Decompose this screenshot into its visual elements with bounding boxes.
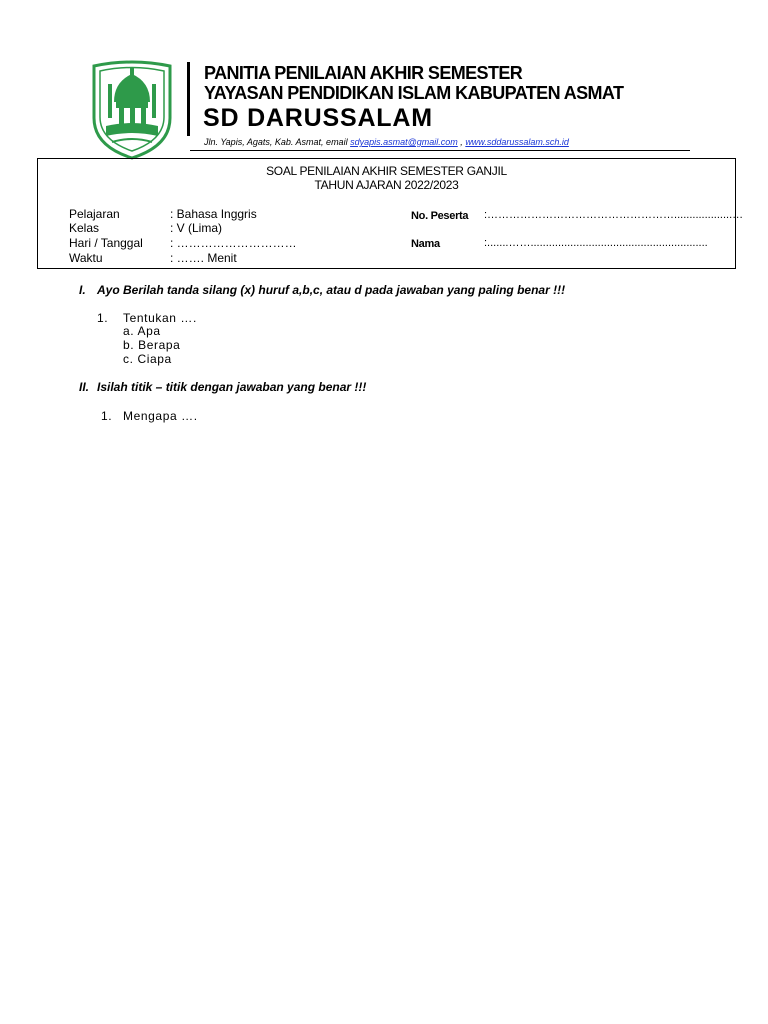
website-link[interactable]: www.sddarussalam.sch.id (465, 137, 569, 147)
peserta-value: :……………………………………………...................… (484, 209, 744, 221)
answer-option-a: a. Apa (123, 324, 161, 338)
nama-value: :.......…….......................................................... (484, 237, 708, 249)
exam-info-box (37, 158, 744, 269)
question-item (0, 311, 768, 327)
school-logo (86, 60, 178, 160)
email-link[interactable]: sdyapis.asmat@gmail.com (350, 137, 458, 147)
section-instruction: Isilah titik – titik dengan jawaban yang benar !!! (97, 380, 367, 394)
address-separator: , (460, 137, 463, 147)
exam-title: SOAL PENILAIAN AKHIR SEMESTER GANJIL (266, 164, 507, 178)
foundation-title: YAYASAN PENDIDIKAN ISLAM KABUPATEN ASMAT (204, 83, 624, 103)
peserta-label: No. Peserta (411, 210, 469, 222)
section-instruction: Ayo Berilah tanda silang (x) huruf a,b,c, atau d pada jawaban yang paling benar !!! (97, 283, 566, 297)
field-label: Kelas (69, 221, 100, 235)
header-divider (187, 62, 190, 136)
committee-title: PANITIA PENILAIAN AKHIR SEMESTER (204, 63, 523, 83)
field-value: : ……. Menit (170, 251, 237, 265)
answer-option-b: b. Berapa (123, 338, 181, 352)
address-text: Jln. Yapis, Agats, Kab. Asmat, email (204, 137, 348, 147)
school-address (204, 137, 569, 147)
section-1-heading (79, 283, 565, 297)
field-value: : ………………………… (170, 236, 297, 250)
header-rule (190, 150, 690, 151)
question-text: Tentukan …. (123, 311, 197, 325)
question-number: 1. (97, 311, 109, 325)
section-number: I. (79, 283, 86, 297)
nama-label: Nama (411, 238, 440, 250)
field-label: Hari / Tanggal (69, 236, 143, 250)
section-number: II. (79, 380, 90, 394)
field-value: : V (Lima) (170, 221, 223, 235)
question-item (0, 409, 768, 425)
section-2-heading (79, 380, 366, 394)
field-value: : Bahasa Inggris (170, 207, 257, 221)
question-text: Mengapa …. (123, 409, 198, 423)
question-number: 1. (101, 409, 113, 423)
school-name: SD DARUSSALAM (203, 104, 433, 132)
school-crest-icon (86, 60, 178, 160)
field-label: Waktu (69, 251, 103, 265)
exam-year: TAHUN AJARAN 2022/2023 (314, 178, 459, 192)
field-label: Pelajaran (69, 207, 120, 221)
answer-option-c: c. Ciapa (123, 352, 172, 366)
